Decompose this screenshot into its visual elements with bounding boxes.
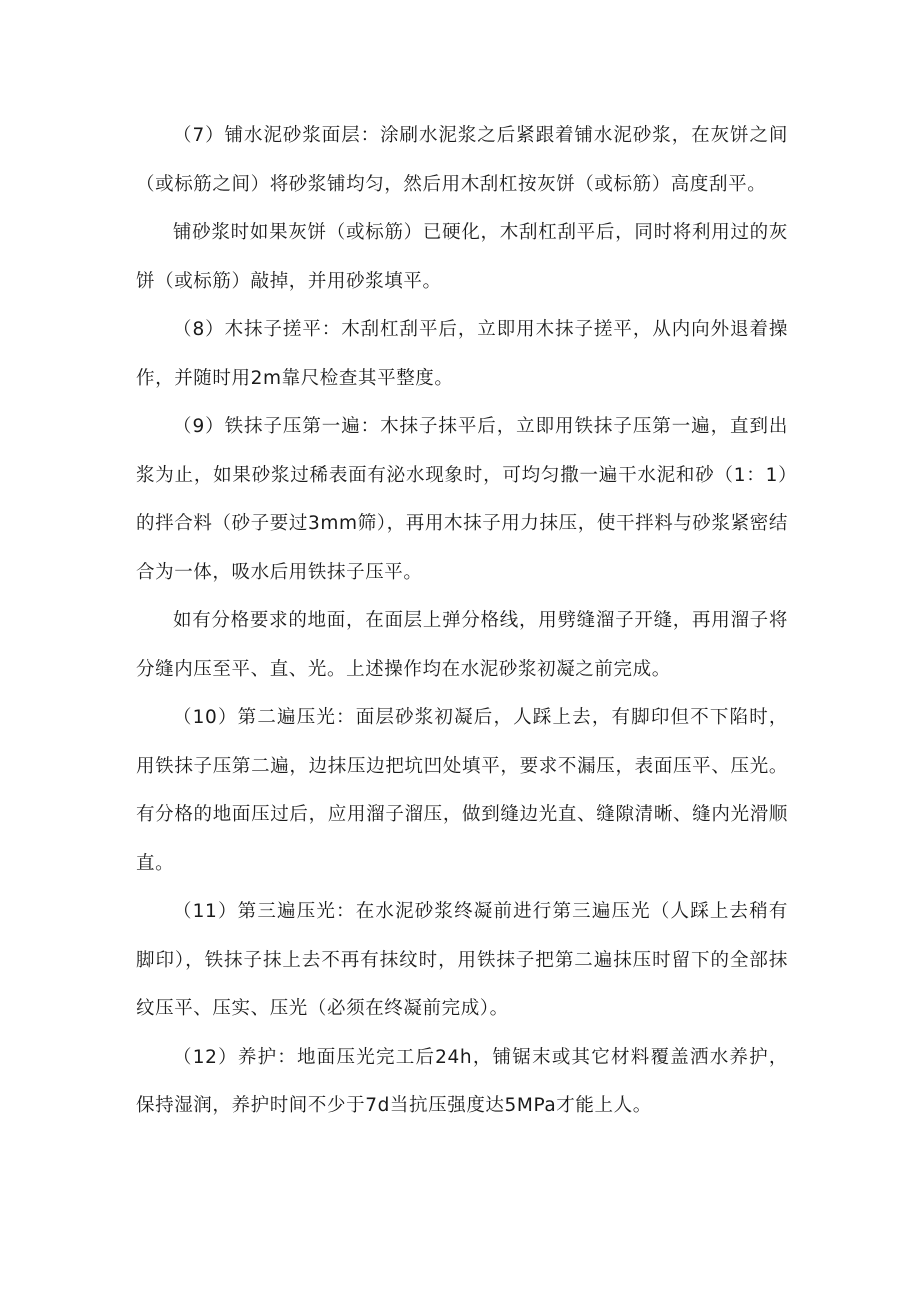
paragraph-step-10: （10）第二遍压光：面层砂浆初凝后，人踩上去，有脚印但不下陷时，用铁抹子压第二遍，边抹压边把坑凹处填平，要求不漏压，表面压平、压光。有分格的地面压过后，应用溜子溜压，做到缝边光直、缝隙清晰、缝内光滑顺直。 [136, 707, 788, 874]
paragraph-step-11: （11）第三遍压光：在水泥砂浆终凝前进行第三遍压光（人踩上去稍有脚印），铁抹子抹上去不再有抹纹时，用铁抹子把第二遍抹压时留下的全部抹纹压平、压实、压光（必须在终凝前完成）。 [136, 901, 788, 1019]
paragraph-step-9-note: 如有分格要求的地面，在面层上弹分格线，用劈缝溜子开缝，再用溜子将分缝内压至平、直、光。上述操作均在水泥砂浆初凝之前完成。 [136, 610, 788, 680]
paragraph-step-7: （7）铺水泥砂浆面层：涂刷水泥浆之后紧跟着铺水泥砂浆，在灰饼之间（或标筋之间）将砂浆铺均匀，然后用木刮杠按灰饼（或标筋）高度刮平。 [136, 125, 788, 195]
paragraph-step-12: （12）养护：地面压光完工后24h，铺锯末或其它材料覆盖洒水养护，保持湿润，养护时间不少于7d当抗压强度达5MPa才能上人。 [136, 1046, 788, 1116]
paragraph-step-8: （8）木抹子搓平：木刮杠刮平后，立即用木抹子搓平，从内向外退着操作，并随时用2m靠尺检查其平整度。 [136, 319, 788, 389]
paragraph-step-9: （9）铁抹子压第一遍：木抹子抹平后，立即用铁抹子压第一遍，直到出浆为止，如果砂浆过稀表面有泌水现象时，可均匀撒一遍干水泥和砂（1：1）的拌合料（砂子要过3mm筛），再用木抹子用力抹压，使干拌料与砂浆紧密结合为一体，吸水后用铁抹子压平。 [136, 416, 788, 583]
document-body [136, 112, 788, 1131]
paragraph-step-7-note: 铺砂浆时如果灰饼（或标筋）已硬化，木刮杠刮平后，同时将利用过的灰饼（或标筋）敲掉，并用砂浆填平。 [136, 222, 788, 292]
